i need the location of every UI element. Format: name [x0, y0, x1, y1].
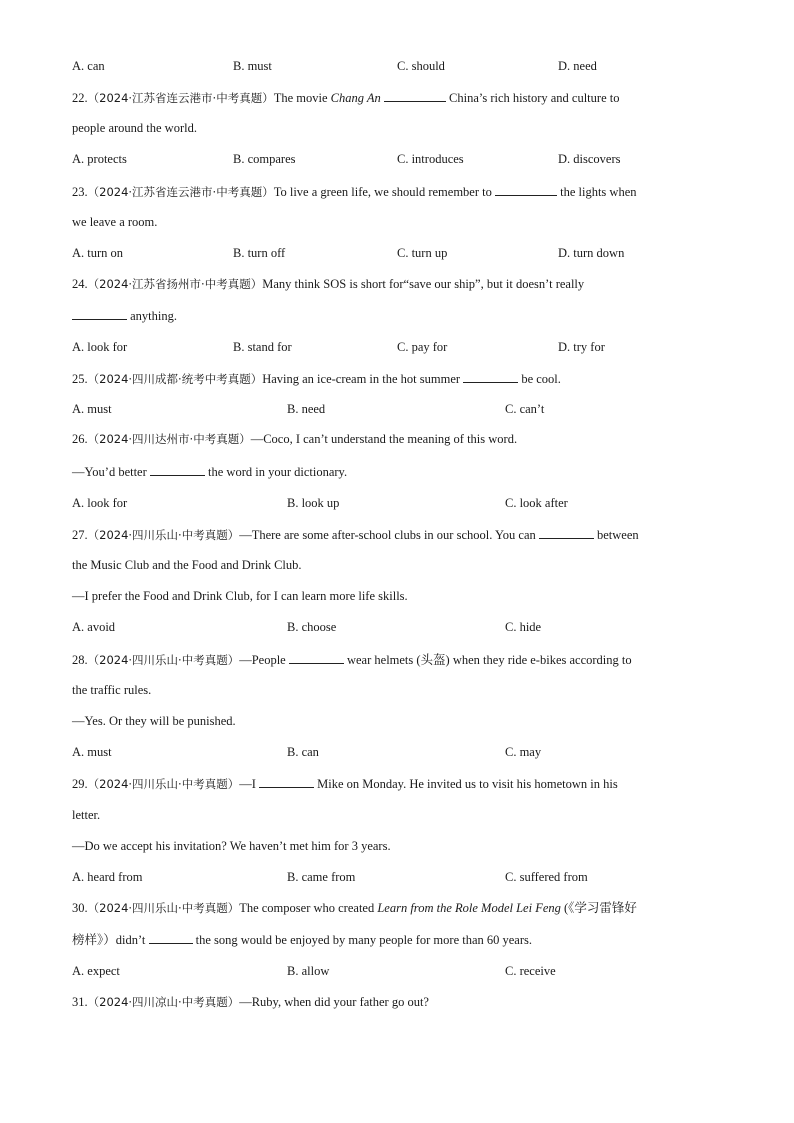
q23-option-a[interactable]: A. turn on	[72, 246, 124, 260]
q27-blank[interactable]	[539, 526, 594, 539]
q21-option-c[interactable]: C. should	[397, 59, 445, 73]
q30-stem-line2	[72, 931, 732, 948]
q25-text: Having an ice-cream in the hot summer	[262, 372, 464, 386]
q23-number: 23.	[72, 185, 88, 199]
q30-stem	[72, 900, 732, 916]
q30-song-title: Learn from the Role Model Lei Feng	[377, 901, 561, 915]
q30-option-a[interactable]: A. expect	[72, 964, 120, 978]
q28-option-a[interactable]: A. must	[72, 745, 112, 759]
q30-source: （2024·四川乐山·中考真题）	[87, 901, 240, 915]
q29-stem-line2: letter.	[72, 808, 101, 822]
q23-blank[interactable]	[495, 183, 557, 196]
q28-stem-line2: the traffic rules.	[72, 683, 152, 697]
q24-stem	[72, 276, 732, 292]
q30-text-cont: (《学习雷锋好	[560, 901, 637, 915]
q22-blank[interactable]	[384, 89, 446, 102]
q22-stem	[72, 89, 732, 106]
q31-number: 31.	[72, 995, 88, 1009]
q24-blank[interactable]	[72, 307, 127, 320]
q25-option-c[interactable]: C. can’t	[505, 402, 545, 416]
q26-number: 26.	[72, 432, 88, 446]
q21-option-d[interactable]: D. need	[558, 59, 597, 73]
q21-option-a[interactable]: A. can	[72, 59, 105, 73]
q26-line2-text: —You’d better	[72, 465, 150, 479]
q25-stem	[72, 370, 732, 387]
q23-text: To live a green life, we should remember to	[273, 185, 495, 199]
q24-option-a[interactable]: A. look for	[72, 340, 128, 354]
q27-text-cont: between	[593, 528, 639, 542]
q23-stem-line2: we leave a room.	[72, 215, 158, 229]
q28-blank[interactable]	[289, 651, 344, 664]
q29-stem	[72, 775, 732, 792]
q24-number: 24.	[72, 277, 88, 291]
q25-text-cont: be cool.	[518, 372, 561, 386]
q22-option-a[interactable]: A. protects	[72, 152, 127, 166]
q26-blank[interactable]	[150, 463, 205, 476]
q27-source: （2024·四川乐山·中考真题）	[87, 528, 240, 542]
q24-text-cont: anything.	[127, 309, 177, 323]
q28-stem	[72, 651, 732, 668]
q25-source: （2024·四川成都·统考中考真题）	[87, 372, 263, 386]
q24-option-d[interactable]: D. try for	[558, 340, 605, 354]
q25-option-a[interactable]: A. must	[72, 402, 112, 416]
q24-option-b[interactable]: B. stand for	[233, 340, 292, 354]
q31-stem	[72, 994, 732, 1010]
q27-option-b[interactable]: B. choose	[287, 620, 337, 634]
q31-source: （2024·四川凉山·中考真题）	[87, 995, 240, 1009]
q22-text-cont: China’s rich history and culture to	[445, 91, 620, 105]
q22-movie-title: Chang An	[330, 91, 381, 105]
q28-option-b[interactable]: B. can	[287, 745, 319, 759]
q30-number: 30.	[72, 901, 88, 915]
q23-source: （2024·江苏省连云港市·中考真题）	[87, 185, 274, 199]
q30-option-c[interactable]: C. receive	[505, 964, 556, 978]
q22-number: 22.	[72, 91, 88, 105]
q30-blank[interactable]	[149, 931, 193, 944]
q29-source: （2024·四川乐山·中考真题）	[87, 777, 240, 791]
q27-option-a[interactable]: A. avoid	[72, 620, 116, 634]
q29-text: —I	[239, 777, 259, 791]
q31-text: —Ruby, when did your father go out?	[239, 995, 429, 1009]
q26-text: —Coco, I can’t understand the meaning of this word.	[250, 432, 518, 446]
q24-text: Many think SOS is short for“save our ship”, but it doesn’t really	[262, 277, 585, 291]
q28-stem-line3: —Yes. Or they will be punished.	[72, 714, 236, 728]
q27-number: 27.	[72, 528, 88, 542]
q26-line2-cont: the word in your dictionary.	[204, 465, 348, 479]
q23-text-cont: the lights when	[556, 185, 637, 199]
q27-text: —There are some after-school clubs in our school. You can	[239, 528, 539, 542]
q21-option-b[interactable]: B. must	[233, 59, 272, 73]
q28-source: （2024·四川乐山·中考真题）	[87, 653, 240, 667]
q26-stem	[72, 431, 732, 447]
q26-option-b[interactable]: B. look up	[287, 496, 340, 510]
q27-stem-line2: the Music Club and the Food and Drink Club.	[72, 558, 302, 572]
q29-option-a[interactable]: A. heard from	[72, 870, 143, 884]
q25-option-b[interactable]: B. need	[287, 402, 326, 416]
q29-number: 29.	[72, 777, 88, 791]
q30-option-b[interactable]: B. allow	[287, 964, 330, 978]
q29-stem-line3: —Do we accept his invitation? We haven’t met him for 3 years.	[72, 839, 391, 853]
q28-option-c[interactable]: C. may	[505, 745, 542, 759]
q26-option-c[interactable]: C. look after	[505, 496, 568, 510]
q22-source: （2024·江苏省连云港市·中考真题）	[87, 91, 274, 105]
q26-stem-line2	[72, 463, 732, 480]
q30-line2-text: 榜样》）didn’t	[72, 933, 149, 947]
q22-option-c[interactable]: C. introduces	[397, 152, 464, 166]
q23-stem	[72, 183, 732, 200]
q29-option-b[interactable]: B. came from	[287, 870, 356, 884]
q23-option-d[interactable]: D. turn down	[558, 246, 625, 260]
q25-number: 25.	[72, 372, 88, 386]
q22-text: The movie	[273, 91, 331, 105]
q28-text-cont: wear helmets (头盔) when they ride e-bikes according to	[343, 653, 632, 667]
q22-stem-line2: people around the world.	[72, 121, 197, 135]
q23-option-c[interactable]: C. turn up	[397, 246, 448, 260]
q23-option-b[interactable]: B. turn off	[233, 246, 286, 260]
q24-stem-line2	[72, 307, 732, 324]
q28-number: 28.	[72, 653, 88, 667]
q29-text-cont: Mike on Monday. He invited us to visit his hometown in his	[314, 777, 618, 791]
q22-option-d[interactable]: D. discovers	[558, 152, 621, 166]
q25-blank[interactable]	[463, 370, 518, 383]
q22-option-b[interactable]: B. compares	[233, 152, 296, 166]
q29-blank[interactable]	[259, 775, 314, 788]
q27-stem	[72, 526, 732, 543]
q30-text: The composer who created	[239, 901, 378, 915]
q26-option-a[interactable]: A. look for	[72, 496, 128, 510]
q28-text: —People	[239, 653, 289, 667]
q27-option-c[interactable]: C. hide	[505, 620, 542, 634]
q24-option-c[interactable]: C. pay for	[397, 340, 448, 354]
q29-option-c[interactable]: C. suffered from	[505, 870, 588, 884]
q30-line2-cont: the song would be enjoyed by many people for more than 60 years.	[192, 933, 533, 947]
q24-source: （2024·江苏省扬州市·中考真题）	[87, 277, 263, 291]
q27-stem-line3: —I prefer the Food and Drink Club, for I can learn more life skills.	[72, 589, 408, 603]
q26-source: （2024·四川达州市·中考真题）	[87, 432, 251, 446]
